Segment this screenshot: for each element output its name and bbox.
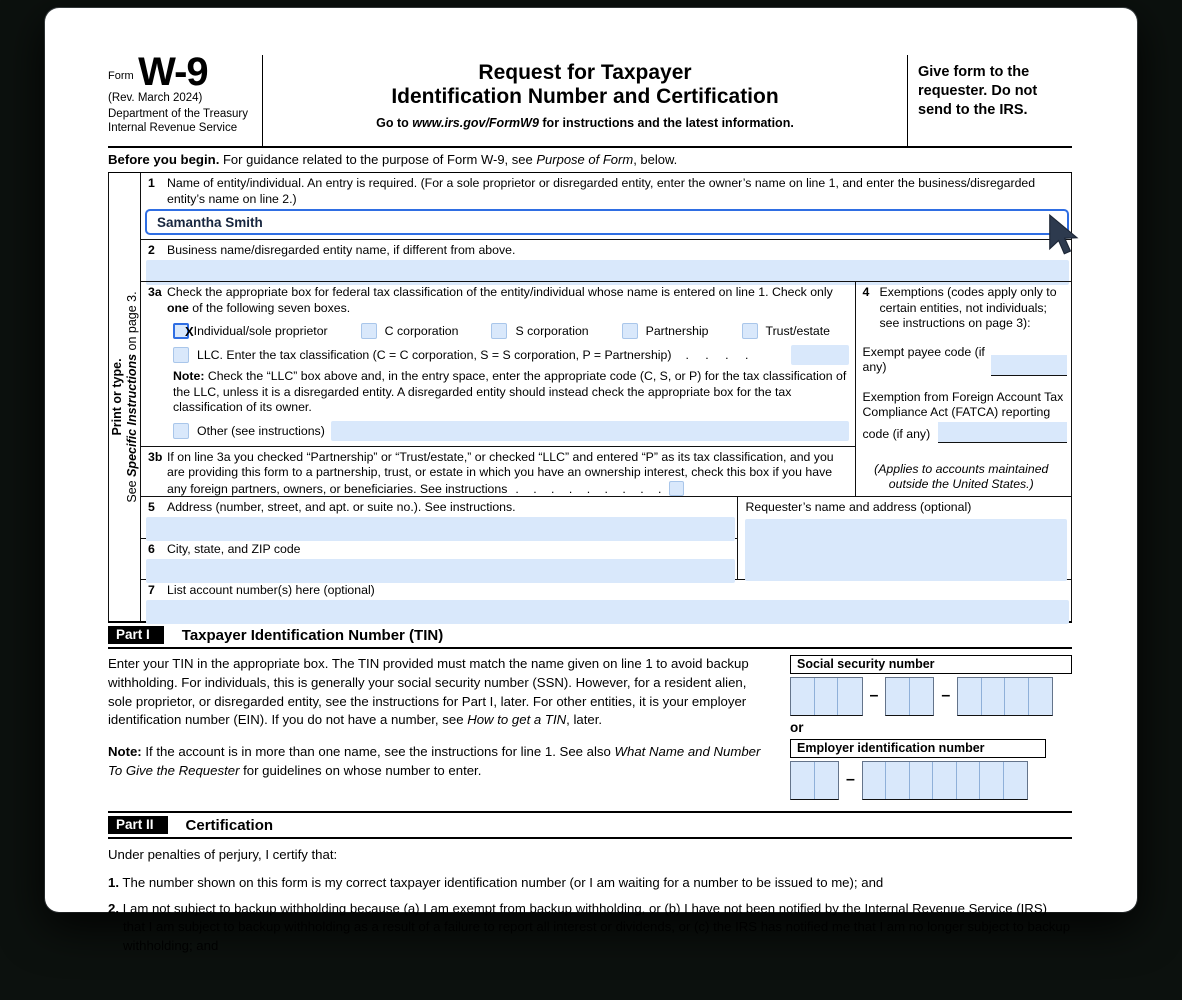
other-input[interactable] <box>331 421 849 441</box>
certification-intro: Under penalties of perjury, I certify that: <box>108 847 338 862</box>
w9-form-page <box>45 8 1137 954</box>
box4-exemptions: 4 Exemptions (codes apply only to certain entities, not individuals; see instructions on page 3): Exempt payee code (if any) Exemption from Foreign Account Tax Compliance Act (FATCA) reporting code (if any) (Applies to accounts maintained outside the United States.) <box>855 282 1072 496</box>
form-header <box>108 50 1072 148</box>
other-row: Other (see instructions) <box>173 421 849 441</box>
ein-digit-cell[interactable] <box>957 762 981 799</box>
name-input[interactable]: Samantha Smith <box>145 209 1069 235</box>
option-s-corporation[interactable]: S corporation <box>491 323 588 339</box>
line1-label: 1 Name of entity/individual. An entry is required. (For a sole proprietor or disregarded entity, enter the owner’s name on line 1, and enter the business/disregarded entity’s name on line 2.) <box>148 176 1036 206</box>
foreign-partners-checkbox[interactable] <box>669 481 684 496</box>
ein-digit-cell[interactable] <box>886 762 910 799</box>
part1-title: Taxpayer Identification Number (TIN) <box>181 626 444 644</box>
option-partnership[interactable]: Partnership <box>622 323 709 339</box>
llc-code-input[interactable] <box>791 345 849 365</box>
partnership-checkbox[interactable] <box>622 323 638 339</box>
ssn-dash: – <box>941 687 951 704</box>
checkbox-x-mark: X <box>185 323 194 339</box>
part2-body <box>108 839 1072 956</box>
requester-block <box>737 497 1072 579</box>
ssn-digit-cell[interactable] <box>838 678 862 715</box>
ein-cells <box>790 761 1072 803</box>
line6-row: 6 City, state, and ZIP code <box>141 539 737 583</box>
line5-row: 5 Address (number, street, and apt. or suite no.). See instructions. <box>141 497 737 539</box>
part2-header <box>108 811 1072 839</box>
give-form-note: Give form to the requester. Do not send to the IRS. <box>918 64 1038 118</box>
tin-entry-area <box>790 655 1072 803</box>
cursor-icon <box>1044 212 1090 258</box>
part2-badge: Part II <box>108 816 168 834</box>
line2-label: 2 Business name/disregarded entity name, if different from above. <box>148 243 516 257</box>
ein-dash: – <box>846 771 855 788</box>
requester-label: Requester’s name and address (optional) <box>745 500 972 514</box>
ssn-digit-cell[interactable] <box>815 678 839 715</box>
ssn-digit-cell[interactable] <box>1029 678 1053 715</box>
c-corp-checkbox[interactable] <box>361 323 377 339</box>
part1-badge: Part I <box>108 626 164 644</box>
account-numbers-input[interactable] <box>146 600 1069 624</box>
dot-leader: . . . . <box>685 348 749 362</box>
irs-url: www.irs.gov/FormW9 <box>412 116 539 130</box>
ssn-group-1[interactable] <box>790 677 863 716</box>
tin-instructions <box>108 655 768 803</box>
dot-leader: . . . . . . . . . <box>515 481 662 496</box>
line1-row <box>141 173 1071 239</box>
ssn-group-2[interactable] <box>885 677 934 716</box>
certification-item-1: 1. The number shown on this form is my correct taxpayer identification number (or I am waiting for a number to be issued to me); and <box>108 874 884 890</box>
llc-checkbox[interactable] <box>173 347 189 363</box>
line3a-label: 3a Check the appropriate box for federal tax classification of the entity/individual whose name is entered on line 1. Check only one of the following seven boxes. <box>148 285 833 315</box>
llc-row: LLC. Enter the tax classification (C = C corporation, S = S corporation, P = Partnership) . . . . <box>173 345 849 365</box>
city-state-zip-input[interactable] <box>146 559 735 583</box>
form-number: W-9 <box>138 50 208 94</box>
ssn-digit-cell[interactable] <box>1005 678 1029 715</box>
tax-classification-options <box>173 323 855 339</box>
part1-header <box>108 621 1072 649</box>
ssn-dash: – <box>869 687 879 704</box>
option-individual[interactable]: X Individual/sole proprietor <box>173 323 328 339</box>
ein-group-1[interactable] <box>790 761 839 800</box>
ein-digit-cell[interactable] <box>815 762 839 799</box>
address-section <box>141 496 1071 579</box>
print-or-type-strip <box>109 173 141 621</box>
fatca-block: Exemption from Foreign Account Tax Compliance Act (FATCA) reporting code (if any) <box>863 390 1068 443</box>
exempt-payee-code-input[interactable] <box>991 355 1067 376</box>
department-lines: Department of the Treasury Internal Revenue Service <box>108 108 248 134</box>
part1-body <box>108 649 1072 811</box>
before-you-begin: Before you begin. For guidance related to the purpose of Form W-9, see Purpose of Form, below. <box>108 148 1072 173</box>
form-title-block <box>262 55 908 146</box>
s-corp-checkbox[interactable] <box>491 323 507 339</box>
ein-digit-cell[interactable] <box>980 762 1004 799</box>
ssn-label-box: Social security number <box>790 655 1072 674</box>
tin-paragraph: Enter your TIN in the appropriate box. The TIN provided must match the name given on line 1 to avoid backup withholding. For individuals, this is generally your social security number (SSN). However, for a resident alien, sole proprietor, or disregarded entity, see the instructions for Part I, later. For other entities, it is your employer identification number (EIN). If you do not have a number, see How to get a TIN, later. <box>108 656 749 728</box>
ein-digit-cell[interactable] <box>1004 762 1028 799</box>
trust-estate-checkbox[interactable] <box>742 323 758 339</box>
llc-note: Note: Check the “LLC” box above and, in the entry space, enter the appropriate code (C, S, or P) for the tax classification of the LLC, unless it is a disregarded entity. A disregarded entity should instead check the appropriate box for the tax classification of its owner. <box>173 369 847 414</box>
ssn-cells <box>790 677 1072 719</box>
ssn-digit-cell[interactable] <box>886 678 910 715</box>
address-input[interactable] <box>146 517 735 541</box>
option-trust-estate[interactable]: Trust/estate <box>742 323 830 339</box>
print-or-type-text: Print or type. See Specific Instructions on page 3. <box>109 291 139 503</box>
ein-label-box: Employer identification number <box>790 739 1046 758</box>
ssn-group-3[interactable] <box>957 677 1053 716</box>
form-body-grid <box>108 173 1072 621</box>
ssn-digit-cell[interactable] <box>791 678 815 715</box>
line2-row <box>141 239 1071 281</box>
ssn-digit-cell[interactable] <box>958 678 982 715</box>
line7-row: 7 List account number(s) here (optional) <box>141 579 1071 621</box>
fatca-code-input[interactable] <box>938 422 1067 443</box>
form-revision: (Rev. March 2024) <box>108 92 203 104</box>
ssn-digit-cell[interactable] <box>982 678 1006 715</box>
or-label: or <box>790 720 804 735</box>
form-id-block <box>108 50 262 146</box>
line3b-row: 3b If on line 3a you checked “Partnership” or “Trust/estate,” or checked “LLC” and entered “P” as its tax classification, and you are providing this form to a partnership, trust, or estate in which you have an ownership interest, check this box if you have any foreign partners, owners, or beneficiaries. See instructions . . . . . . . . . <box>148 449 834 496</box>
ein-digit-cell[interactable] <box>863 762 887 799</box>
form-title: Request for Taxpayer Identification Number and Certification <box>391 61 779 108</box>
ein-digit-cell[interactable] <box>933 762 957 799</box>
certification-item-2: 2. I am not subject to backup withholding because (a) I am exempt from backup withholding, or (b) I have not been notified by the Internal Revenue Service (IRS) that I am subject to backup withholding as a result of a failure to report all interest or dividends, or (c) the IRS has notified me that I am no longer subject to backup withholding; and <box>108 900 1071 954</box>
form-word: Form <box>108 70 134 82</box>
tin-note: Note: If the account is in more than one name, see the instructions for line 1. See also What Name and Number To Give the Requester for guidelines on whose number to enter. <box>108 744 761 778</box>
line3-section <box>141 281 1071 496</box>
part2-title: Certification <box>185 816 274 834</box>
goto-line: Go to www.irs.gov/FormW9 for instructions and the latest information. <box>376 116 794 130</box>
other-checkbox[interactable] <box>173 423 189 439</box>
option-c-corporation[interactable]: C corporation <box>361 323 459 339</box>
applies-note: (Applies to accounts maintained outside the United States.) <box>874 461 1049 491</box>
ssn-digit-cell[interactable] <box>910 678 934 715</box>
ein-digit-cell[interactable] <box>791 762 815 799</box>
ein-group-2[interactable] <box>862 761 1029 800</box>
exempt-payee-row: Exempt payee code (if any) <box>863 345 1068 376</box>
requester-input[interactable] <box>745 519 1068 581</box>
ein-digit-cell[interactable] <box>910 762 934 799</box>
